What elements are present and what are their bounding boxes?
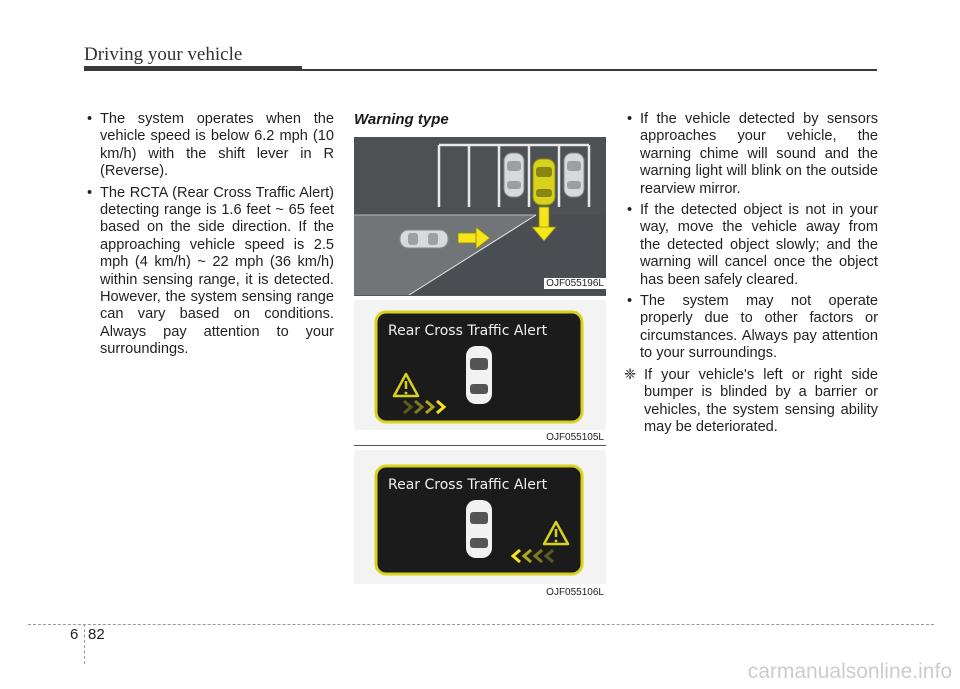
bullet-item: • The RCTA (Rear Cross Traffic Alert) detecting range is 1.6 feet ~ 65 feet based on the side direction. If the approaching vehicle speed is 2.5 mph (4 km/h) ~ 22 mph (36 km/h) within sensing range, it is detected. However, the system sensing range can vary based on conditions. Always pay attention to your surroundings. bbox=[87, 184, 334, 358]
header-rule-thin bbox=[302, 69, 877, 71]
figure-code: OJF055196L bbox=[546, 278, 604, 289]
bullet-item: • The system operates when the vehicle speed is below 6.2 mph (10 km/h) with the shift lever in R (Reverse). bbox=[87, 111, 334, 180]
own-car-icon bbox=[533, 159, 555, 205]
cluster-display-right-alert bbox=[354, 450, 606, 584]
parked-car-icon bbox=[564, 153, 584, 197]
note-item: ❈ If your vehicle's left or right side bumper is blinded by a barrier or vehicles, the system sensing ability may be deteriorated. bbox=[624, 366, 878, 435]
figure-display-left-alert bbox=[354, 300, 606, 445]
left-column bbox=[84, 111, 334, 363]
right-column bbox=[624, 111, 878, 436]
watermark: carmanualsonline.info bbox=[747, 660, 952, 683]
display-title: Rear Cross Traffic Alert bbox=[388, 477, 548, 493]
car-top-view-icon bbox=[466, 500, 492, 558]
bullet-item: • If the vehicle detected by sensors approaches your vehicle, the warning chime will sound and the warning light will blink on the outside rearview mirror. bbox=[627, 111, 878, 197]
header-rule-thick bbox=[84, 66, 302, 71]
page-number: 82 bbox=[88, 626, 105, 643]
bullet-item: • The system may not operate properly due to other factors or circumstances. Always pay attention to your surroundings. bbox=[627, 293, 878, 362]
figure-display-right-alert bbox=[354, 450, 606, 600]
bullet-item: • If the detected object is not in your way, move the vehicle away from the detected object slowly; and the warning will cancel once the object has been safely cleared. bbox=[627, 202, 878, 288]
figure-code: OJF055106L bbox=[546, 587, 604, 598]
chapter-number: 6 bbox=[70, 626, 79, 643]
parked-car-icon bbox=[504, 153, 524, 197]
figure-code: OJF055105L bbox=[546, 432, 604, 443]
section-title: Driving your vehicle bbox=[84, 44, 243, 65]
car-top-view-icon bbox=[466, 346, 492, 404]
note-mark-icon: ❈ bbox=[624, 366, 637, 383]
cluster-display-left-alert bbox=[354, 300, 606, 430]
footer-vertical-rule bbox=[84, 624, 85, 664]
display-title: Rear Cross Traffic Alert bbox=[388, 323, 548, 339]
footer-dashed-rule bbox=[28, 624, 934, 625]
parking-diagram-illustration bbox=[354, 137, 606, 295]
warning-type-heading: Warning type bbox=[354, 111, 449, 128]
figure-parking-diagram bbox=[354, 137, 606, 297]
approaching-car-icon bbox=[400, 230, 448, 248]
